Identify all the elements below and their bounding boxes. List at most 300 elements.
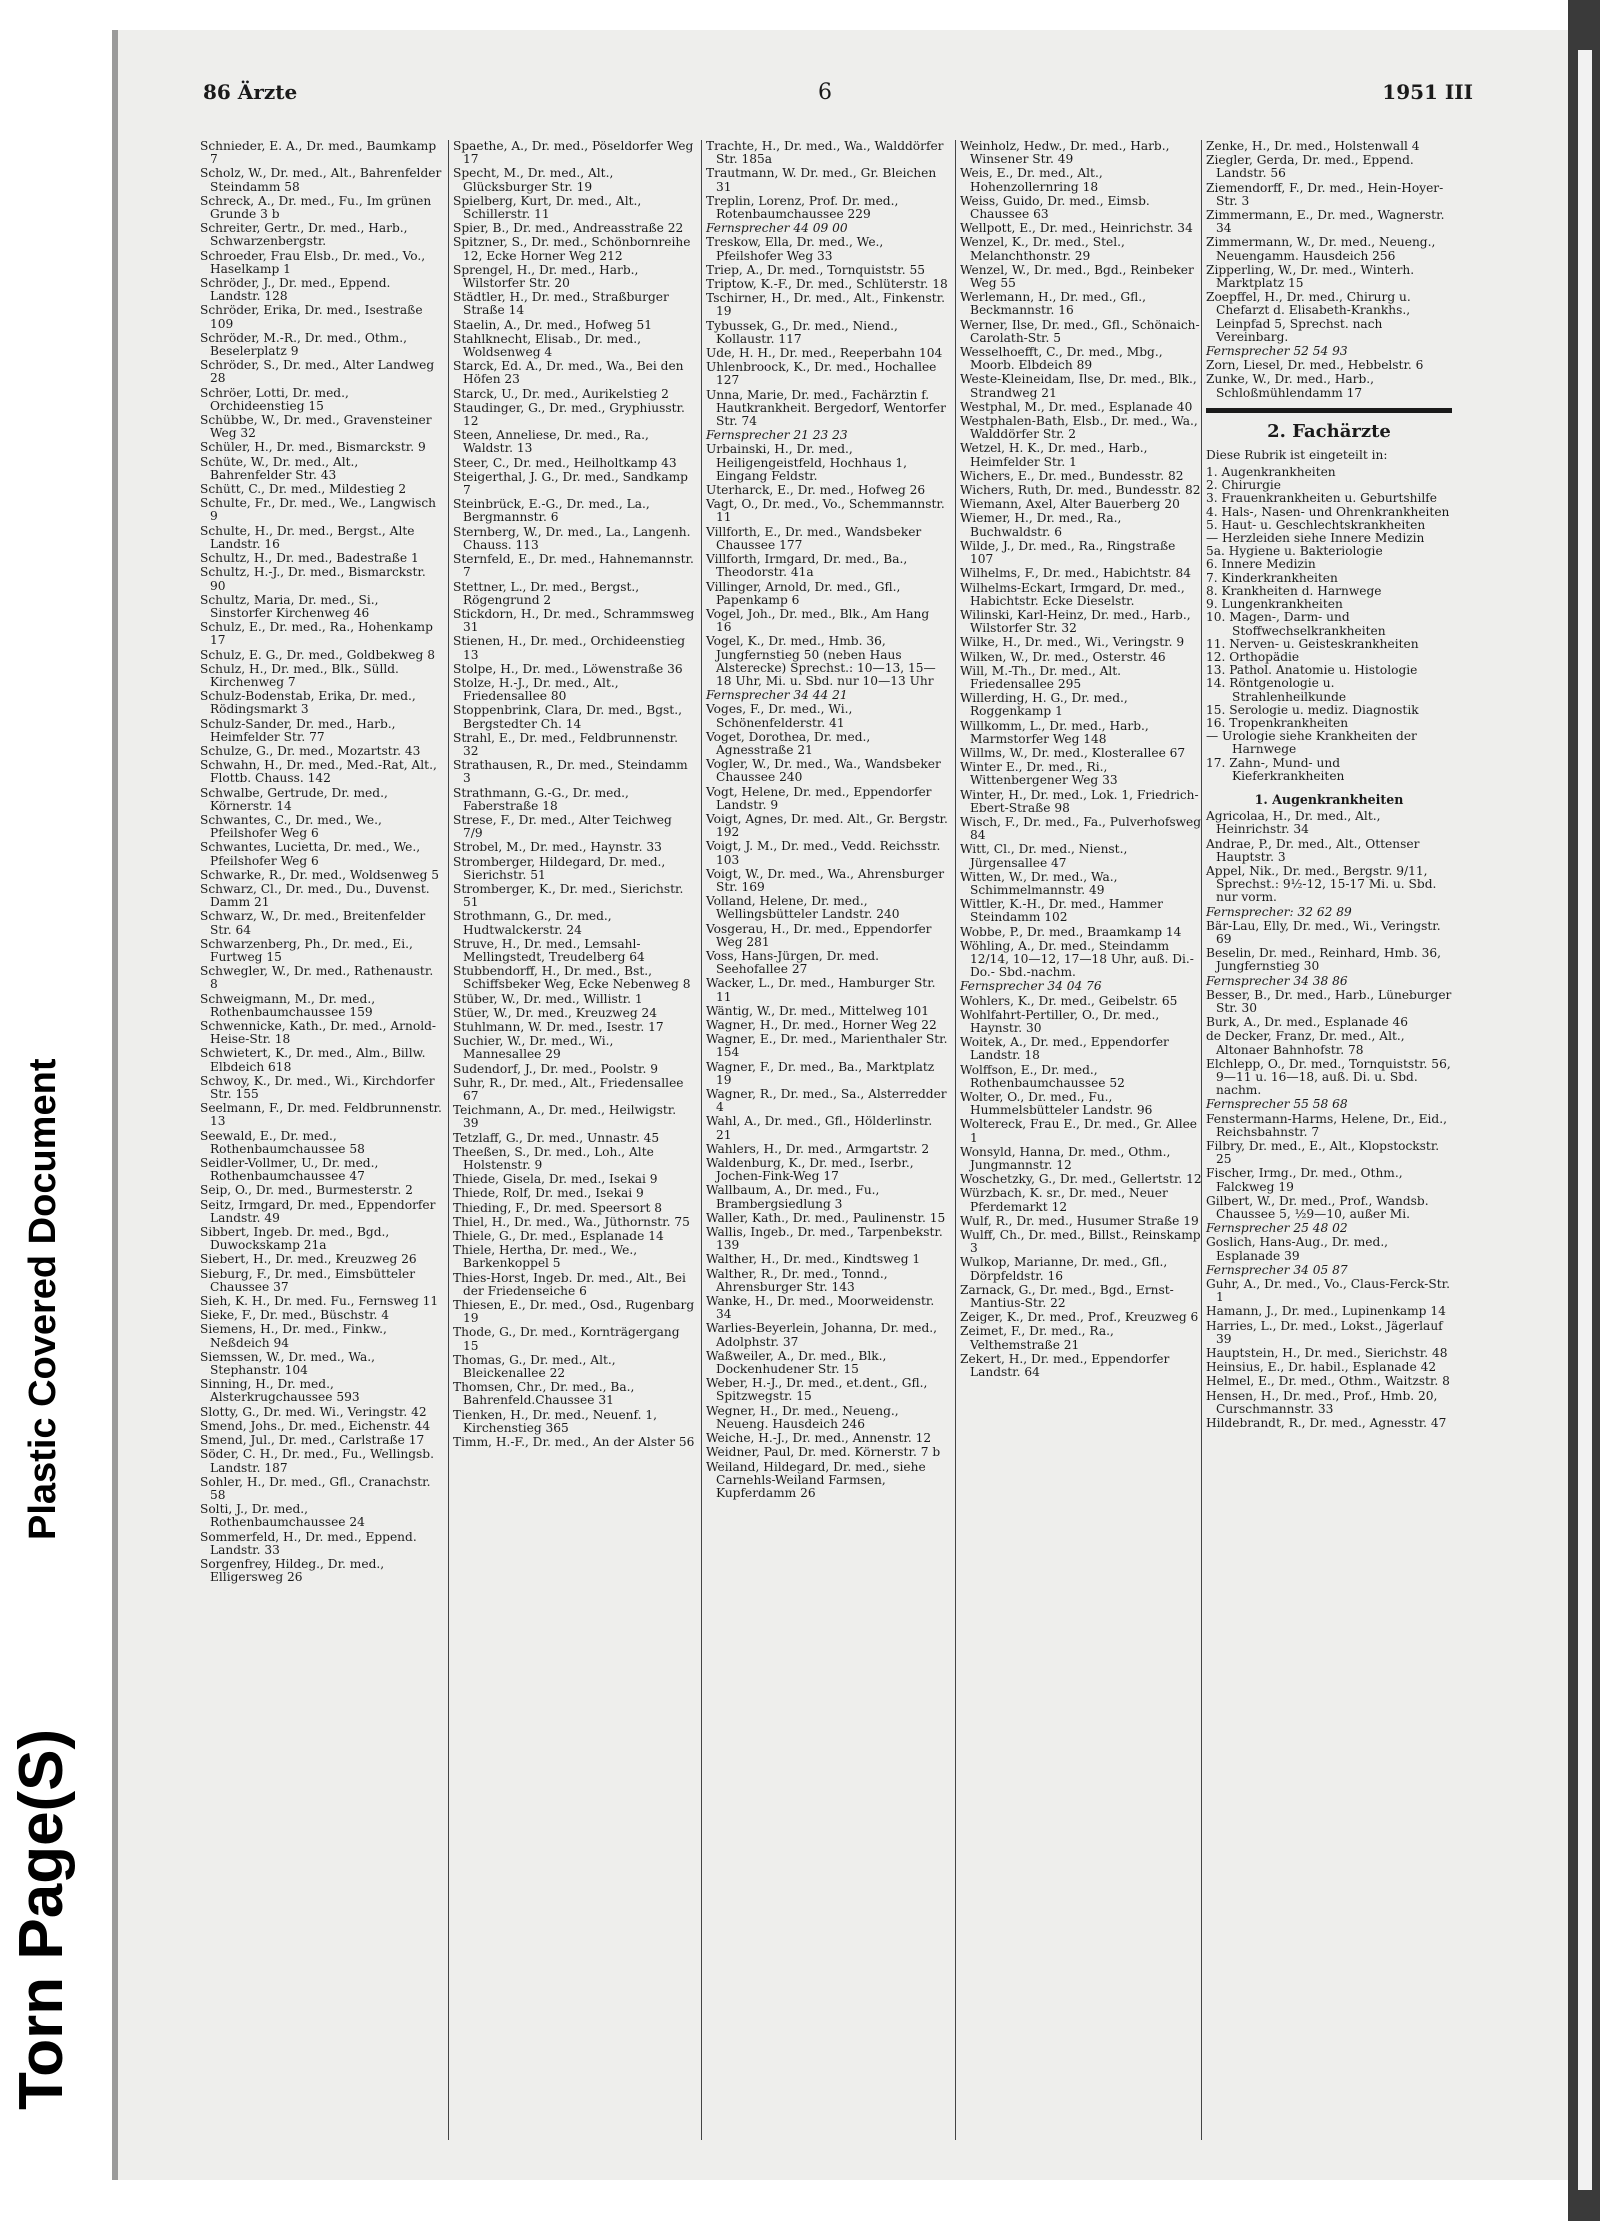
directory-entry: Sinning, H., Dr. med., Alsterkrugchaussee 593 — [200, 1377, 360, 1405]
directory-entry: Zeiger, K., Dr. med., Prof., Kreuzweg 6 — [960, 1310, 1199, 1325]
directory-entry: Schwarzenberg, Ph., Dr. med., Ei., Furtweg 15 — [200, 936, 413, 964]
directory-entry: Hildebrandt, R., Dr. med., Agnesstr. 47 — [1206, 1416, 1447, 1431]
directory-entry: Wallis, Ingeb., Dr. med., Tarpenbekstr. 139 — [706, 1225, 943, 1253]
directory-entry: Scholz, W., Dr. med., Alt., Bahrenfelder Steindamm 58 — [200, 166, 442, 194]
directory-entry: Zoepffel, H., Dr. med., Chirurg u. Chefarzt d. Elisabeth-Krankhs., Leinpfad 5, Sprechst. nach Vereinbarg. — [1206, 290, 1411, 344]
directory-entry: Strobel, M., Dr. med., Haynstr. 33 — [453, 840, 662, 855]
directory-entry: Schulte, H., Dr. med., Bergst., Alte Landstr. 16 — [200, 523, 415, 551]
directory-entry: Wohlers, K., Dr. med., Geibelstr. 65 — [960, 993, 1178, 1008]
directory-entry: Voss, Hans-Jürgen, Dr. med. Seehofallee 27 — [706, 948, 880, 977]
directory-entry: Sorgenfrey, Hildeg., Dr. med., Elligersweg 26 — [200, 1556, 385, 1585]
directory-entry: Wiemann, Axel, Alter Bauerberg 20 — [960, 497, 1180, 512]
directory-entry: Voges, F., Dr. med., Wi., Schönenfelderstr. 41 — [706, 702, 853, 730]
directory-entry: Wiemer, H., Dr. med., Ra., Buchwaldstr. 6 — [960, 511, 1122, 539]
directory-entry: Schwennicke, Kath., Dr. med., Arnold-Heise-Str. 18 — [200, 1019, 437, 1047]
directory-entry: Villinger, Arnold, Dr. med., Gfl., Papenkamp 6 — [706, 579, 901, 607]
directory-entry: Werner, Ilse, Dr. med., Gfl., Schönaich-Carolath-Str. 5 — [960, 317, 1200, 345]
directory-entry: Wagner, H., Dr. med., Horner Weg 22 — [706, 1018, 937, 1032]
specialty-item: 17. Zahn-, Mund- und Kieferkrankheiten — [1206, 755, 1345, 783]
directory-entry: Wahlers, H., Dr. med., Armgartstr. 2 — [706, 1141, 930, 1156]
directory-entry: Agricolaa, H., Dr. med., Alt., Heinrichstr. 34 — [1206, 809, 1381, 837]
directory-entry: Siemens, H., Dr. med., Finkw., Neßdeich 94 — [200, 1322, 387, 1350]
directory-entry: Seelmann, F., Dr. med. Feldbrunnenstr. 13 — [200, 1101, 442, 1129]
torn-page-stamp: Torn Page(S) — [7, 1728, 76, 2110]
specialty-item: 4. Hals-, Nasen- und Ohrenkrankheiten — [1206, 504, 1450, 519]
directory-entry: Zenke, H., Dr. med., Holstenwall 4 — [1206, 139, 1420, 153]
specialty-item: 8. Krankheiten d. Harnwege — [1206, 583, 1382, 598]
directory-entry: Beselin, Dr. med., Reinhard, Hmb. 36, Jungfernstieg 30 — [1206, 946, 1441, 974]
directory-entry: Siemssen, W., Dr. med., Wa., Stephanstr. 104 — [200, 1349, 376, 1378]
directory-entry: Stüber, W., Dr. med., Willistr. 1 — [453, 991, 643, 1006]
year-edition: 1951 III — [1382, 80, 1473, 104]
directory-entry: Schröder, Erika, Dr. med., Isestraße 109 — [200, 303, 423, 331]
directory-entry: Fenstermann-Harms, Helene, Dr., Eid., Reichsbahnstr. 7 — [1206, 1111, 1447, 1139]
directory-entry: Wulkop, Marianne, Dr. med., Gfl., Dörpfeldstr. 16 — [960, 1255, 1168, 1283]
directory-entry: Schulz, E., Dr. med., Ra., Hohenkamp 17 — [200, 620, 433, 648]
directory-entry: Steen, Anneliese, Dr. med., Ra., Waldstr. 13 — [453, 428, 649, 456]
directory-entry: Wobbe, P., Dr. med., Braamkamp 14 — [960, 924, 1182, 939]
directory-entry: Walther, H., Dr. med., Kindtsweg 1 — [706, 1252, 921, 1267]
directory-entry: Schweigmann, M., Dr. med., Rothenbaumchaussee 159 — [200, 991, 376, 1019]
directory-entry: Schröer, Lotti, Dr. med., Orchideenstieg 15 — [200, 385, 349, 413]
directory-entry: Theeßen, S., Dr. med., Loh., Alte Holstenstr. 9 — [453, 1144, 654, 1173]
directory-entry: Hamann, J., Dr. med., Lupinenkamp 14 — [1206, 1304, 1446, 1319]
directory-entry: Wetzel, H. K., Dr. med., Harb., Heimfelder Str. 1 — [960, 441, 1148, 469]
directory-entry: Suchier, W., Dr. med., Wi., Mannesallee 29 — [453, 1034, 614, 1062]
column-divider — [701, 140, 702, 2140]
directory-entry: Weidner, Paul, Dr. med. Körnerstr. 7 b — [706, 1445, 941, 1460]
directory-entry: Schwalbe, Gertrude, Dr. med., Körnerstr. 14 — [200, 785, 388, 813]
phone-line: Fernsprecher: 32 62 89 — [1206, 904, 1352, 919]
directory-entry: Schröder, J., Dr. med., Eppend. Landstr. 128 — [200, 276, 391, 304]
directory-entry: Sieburg, F., Dr. med., Eimsbütteler Chaussee 37 — [200, 1266, 416, 1294]
directory-entry: Siebert, H., Dr. med., Kreuzweg 26 — [200, 1252, 417, 1267]
directory-entry: Wegner, H., Dr. med., Neueng., Neueng. Hausdeich 246 — [706, 1403, 899, 1431]
directory-entry: Tschirner, H., Dr. med., Alt., Finkenstr. 19 — [706, 291, 946, 319]
directory-entry: Witt, Cl., Dr. med., Nienst., Jürgensallee 47 — [960, 842, 1128, 870]
directory-entry: Strese, F., Dr. med., Alter Teichweg 7/9 — [453, 812, 672, 841]
phone-line: Fernsprecher 34 04 76 — [960, 979, 1102, 994]
directory-entry: Stromberger, K., Dr. med., Sierichstr. 51 — [453, 881, 684, 910]
directory-entry: Schulz, H., Dr. med., Blk., Sülld. Kirchenweg 7 — [200, 661, 399, 689]
phone-line: Fernsprecher 34 44 21 — [706, 688, 848, 703]
directory-entry: Weste-Kleineidam, Ilse, Dr. med., Blk., Strandweg 21 — [960, 372, 1197, 400]
directory-entry: Winter E., Dr. med., Ri., Wittenbergener Weg 33 — [960, 760, 1118, 788]
directory-entry: Schwarke, R., Dr. med., Woldsenweg 5 — [200, 867, 440, 882]
directory-entry: Thiel, H., Dr. med., Wa., Jüthornstr. 75 — [453, 1214, 690, 1229]
directory-entry: Zimmermann, W., Dr. med., Neueng., Neuengamm. Hausdeich 256 — [1206, 235, 1436, 263]
directory-entry: Ude, H. H., Dr. med., Reeperbahn 104 — [706, 346, 943, 361]
directory-entry: Strathausen, R., Dr. med., Steindamm 3 — [453, 758, 688, 786]
directory-entry: Guhr, A., Dr. med., Vo., Claus-Ferck-Str. 1 — [1206, 1277, 1450, 1305]
directory-entry: Stahlknecht, Elisab., Dr. med., Woldsenweg 4 — [453, 331, 641, 360]
directory-entry: Vogt, Helene, Dr. med., Eppendorfer Landstr. 9 — [706, 784, 932, 812]
directory-entry: Wilhelms, F., Dr. med., Habichtstr. 84 — [960, 566, 1192, 581]
directory-entry: Thomsen, Chr., Dr. med., Ba., Bahrenfeld.Chaussee 31 — [453, 1380, 635, 1408]
directory-entry: Thode, G., Dr. med., Kornträgergang 15 — [453, 1325, 680, 1353]
directory-entry: Spitzner, S., Dr. med., Schönbornreihe 12, Ecke Horner Weg 212 — [453, 235, 691, 263]
directory-entry: Hensen, H., Dr. med., Prof., Hmb. 20, Curschmannstr. 33 — [1206, 1388, 1438, 1416]
directory-entry: Tienken, H., Dr. med., Neuenf. 1, Kirchenstieg 365 — [453, 1407, 657, 1435]
specialty-item: 5a. Hygiene u. Bakteriologie — [1206, 544, 1383, 559]
directory-entry: Schwietert, K., Dr. med., Alm., Billw. Elbdeich 618 — [200, 1046, 426, 1074]
directory-entry: Vogler, W., Dr. med., Wa., Wandsbeker Chaussee 240 — [706, 757, 941, 785]
directory-entry: Spier, B., Dr. med., Andreasstraße 22 — [453, 221, 684, 236]
directory-entry: Weinholz, Hedw., Dr. med., Harb., Winsener Str. 49 — [960, 139, 1170, 167]
directory-entry: Unna, Marie, Dr. med., Fachärztin f. Hautkrankheit. Bergedorf, Wentorfer Str. 74 — [706, 387, 946, 429]
directory-entry: Treskow, Ella, Dr. med., We., Pfeilshofer Weg 33 — [706, 235, 884, 263]
directory-entry: Stubbendorff, H., Dr. med., Bst., Schiffsbeker Weg, Ecke Nebenweg 8 — [453, 964, 691, 992]
directory-entry: Schulze, G., Dr. med., Mozartstr. 43 — [200, 743, 421, 758]
directory-entry: Wilken, W., Dr. med., Osterstr. 46 — [960, 649, 1166, 664]
specialty-item: — Urologie siehe Krankheiten der Harnwege — [1206, 729, 1417, 757]
directory-entry: Wanke, H., Dr. med., Moorweidenstr. 34 — [706, 1294, 935, 1322]
directory-entry: Urbainski, H., Dr. med., Heiligengeistfeld, Hochhaus 1, Eingang Feldstr. — [706, 442, 907, 483]
directory-entry: Söder, C. H., Dr. med., Fu., Wellingsb. Landstr. 187 — [200, 1447, 434, 1475]
directory-entry: Zekert, H., Dr. med., Eppendorfer Landstr. 64 — [960, 1351, 1170, 1380]
directory-entry: Teichmann, A., Dr. med., Heilwigstr. 39 — [453, 1103, 677, 1131]
directory-entry: Vagt, O., Dr. med., Vo., Schemmannstr. 11 — [706, 497, 945, 525]
directory-entry: Schulz-Bodenstab, Erika, Dr. med., Rödingsmarkt 3 — [200, 689, 416, 717]
directory-entry: Sternberg, W., Dr. med., La., Langenh. Chauss. 113 — [453, 524, 691, 552]
directory-entry: Steinbrück, E.-G., Dr. med., La., Bergmannstr. 6 — [453, 497, 650, 525]
directory-entry: Thomas, G., Dr. med., Alt., Bleickenallee 22 — [453, 1352, 616, 1381]
directory-page — [118, 30, 1578, 2180]
column-3 — [706, 140, 948, 1501]
directory-entry: Uterharck, E., Dr. med., Hofweg 26 — [706, 483, 926, 498]
phone-line: Fernsprecher 25 48 02 — [1206, 1221, 1348, 1236]
directory-entry: Schwantes, C., Dr. med., We., Pfeilshofer Weg 6 — [200, 812, 382, 841]
directory-entry: Smend, Johs., Dr. med., Eichenstr. 44 — [200, 1418, 431, 1433]
directory-entry: Waller, Kath., Dr. med., Paulinenstr. 15 — [706, 1210, 946, 1225]
directory-entry: Zeimet, F., Dr. med., Ra., Velthemstraße 21 — [960, 1324, 1114, 1352]
directory-entry: Fischer, Irmg., Dr. med., Othm., Falckweg 19 — [1206, 1166, 1403, 1194]
specialty-item: 14. Röntgenologie u. Strahlenheilkunde — [1206, 676, 1347, 704]
directory-entry: Villforth, Irmgard, Dr. med., Ba., Theodorstr. 41a — [706, 552, 908, 580]
directory-entry: Willerding, H. G., Dr. med., Roggenkamp 1 — [960, 691, 1128, 719]
directory-entry: Woschetzky, G., Dr. med., Gellertstr. 12 — [960, 1172, 1202, 1187]
directory-entry: Strahl, E., Dr. med., Feldbrunnenstr. 32 — [453, 730, 679, 758]
directory-entry: Thiede, Rolf, Dr. med., Isekai 9 — [453, 1186, 644, 1201]
directory-entry: Staudinger, G., Dr. med., Gryphiusstr. 12 — [453, 400, 685, 429]
directory-entry: Woltereck, Frau E., Dr. med., Gr. Allee 1 — [960, 1117, 1198, 1145]
directory-entry: Würzbach, K. sr., Dr. med., Neuer Pferdemarkt 12 — [960, 1186, 1168, 1214]
directory-entry: Werlemann, H., Dr. med., Gfl., Beckmannstr. 16 — [960, 290, 1147, 318]
directory-entry: Slotty, G., Dr. med. Wi., Veringstr. 42 — [200, 1404, 427, 1419]
directory-entry: Schwarz, W., Dr. med., Breitenfelder Str. 64 — [200, 909, 426, 937]
directory-entry: Winter, H., Dr. med., Lok. 1, Friedrich-Ebert-Straße 98 — [960, 787, 1199, 815]
directory-entry: Willkomm, L., Dr. med., Harb., Marmstorfer Weg 148 — [960, 718, 1149, 746]
directory-entry: Waßweiler, A., Dr. med., Blk., Dockenhudener Str. 15 — [706, 1348, 887, 1377]
directory-entry: Elchlepp, O., Dr. med., Tornquiststr. 56, 9—11 u. 16—18, auß. Di. u. Sbd. nachm. — [1206, 1056, 1451, 1098]
directory-entry: Starck, U., Dr. med., Aurikelstieg 2 — [453, 386, 669, 401]
directory-entry: Stromberger, Hildegard, Dr. med., Sierichstr. 51 — [453, 854, 666, 882]
directory-entry: Vogel, K., Dr. med., Hmb. 36, Jungfernstieg 50 (neben Haus Alsterecke) Sprechst.: 10—13, 15—18 Uhr, Mi. u. Sbd. nur 10—13 Uhr — [706, 634, 936, 688]
directory-entry: Wolffson, E., Dr. med., Rothenbaumchaussee 52 — [960, 1062, 1125, 1090]
directory-entry: Wohlfahrt-Pertiller, O., Dr. med., Haynstr. 30 — [960, 1007, 1160, 1035]
directory-entry: Schwoy, K., Dr. med., Wi., Kirchdorfer Str. 155 — [200, 1073, 435, 1102]
directory-entry: Zunke, W., Dr. med., Harb., Schloßmühlendamm 17 — [1206, 372, 1374, 400]
directory-entry: Wöhling, A., Dr. med., Steindamm 12/14, 10—12, 17—18 Uhr, auß. Di.- Do.- Sbd.-nachm. — [960, 938, 1194, 980]
directory-entry: Schroeder, Frau Elsb., Dr. med., Vo., Haselkamp 1 — [200, 248, 426, 276]
directory-entry: Weis, E., Dr. med., Alt., Hohenzollernring 18 — [960, 166, 1103, 194]
directory-entry: Sieke, F., Dr. med., Büschstr. 4 — [200, 1308, 390, 1323]
directory-entry: Tybussek, G., Dr. med., Niend., Kollaustr. 117 — [706, 318, 898, 346]
directory-entry: Thiele, Hertha, Dr. med., We., Barkenkoppel 5 — [453, 1243, 638, 1271]
directory-entry: Wulf, R., Dr. med., Husumer Straße 19 — [960, 1213, 1199, 1228]
directory-entry: Thies-Horst, Ingeb. Dr. med., Alt., Bei der Friedenseiche 6 — [453, 1270, 686, 1298]
specialty-item: 2. Chirurgie — [1206, 478, 1281, 493]
directory-entry: Will, M.-Th., Dr. med., Alt. Friedensallee 295 — [960, 663, 1122, 691]
directory-entry: Sommerfeld, H., Dr. med., Eppend. Landstr. 33 — [200, 1529, 417, 1557]
section-title: 2. Fachärzte — [1267, 420, 1391, 442]
directory-entry: Strathmann, G.-G., Dr. med., Faberstraße 18 — [453, 785, 629, 813]
directory-entry: Stienen, H., Dr. med., Orchideenstieg 13 — [453, 634, 685, 662]
directory-entry: Heinsius, E., Dr. habil., Esplanade 42 — [1206, 1360, 1437, 1375]
directory-entry: Zimmermann, E., Dr. med., Wagnerstr. 34 — [1206, 208, 1445, 236]
directory-entry: Schulz-Sander, Dr. med., Harb., Heimfelder Str. 77 — [200, 716, 396, 744]
specialty-item: 3. Frauenkrankheiten u. Geburtshilfe — [1206, 491, 1438, 506]
directory-entry: Volland, Helene, Dr. med., Wellingsbütteler Landstr. 240 — [706, 894, 900, 922]
directory-entry: Wilinski, Karl-Heinz, Dr. med., Harb., Wilstorfer Str. 32 — [960, 607, 1191, 636]
column-4 — [960, 140, 1202, 1380]
directory-entry: Thiede, Gisela, Dr. med., Isekai 9 — [453, 1172, 658, 1187]
specialty-item: — Herzleiden siehe Innere Medizin — [1206, 531, 1425, 546]
column-5-entries-bottom — [1206, 810, 1452, 1430]
directory-entry: Wäntig, W., Dr. med., Mittelweg 101 — [706, 1003, 930, 1018]
directory-entry: Appel, Nik., Dr. med., Bergstr. 9/11, Sprechst.: 9½-12, 15-17 Mi. u. Sbd. nur vorm. — [1206, 863, 1437, 905]
column-divider — [955, 140, 956, 2140]
directory-entry: Schübbe, W., Dr. med., Gravensteiner Weg 32 — [200, 413, 432, 441]
directory-entry: Wonsyld, Hanna, Dr. med., Othm., Jungmannstr. 12 — [960, 1144, 1171, 1173]
directory-entry: Walther, R., Dr. med., Tonnd., Ahrensburger Str. 143 — [706, 1266, 888, 1294]
directory-entry: Tetzlaff, G., Dr. med., Unnastr. 45 — [453, 1130, 660, 1145]
directory-entry: Schulte, Fr., Dr. med., We., Langwisch 9 — [200, 496, 437, 524]
directory-entry: Witten, W., Dr. med., Wa., Schimmelmannstr. 49 — [960, 869, 1118, 897]
directory-entry: Städtler, H., Dr. med., Straßburger Straße 14 — [453, 290, 669, 318]
directory-entry: Schütt, C., Dr. med., Mildestieg 2 — [200, 482, 407, 497]
directory-entry: Wilde, J., Dr. med., Ra., Ringstraße 107 — [960, 538, 1176, 567]
specialty-item: 5. Haut- u. Geschlechtskrankheiten — [1206, 517, 1426, 532]
directory-entry: Zorn, Liesel, Dr. med., Hebbelstr. 6 — [1206, 358, 1424, 373]
directory-entry: Wichers, Ruth, Dr. med., Bundesstr. 82 — [960, 483, 1201, 498]
directory-entry: Wilke, H., Dr. med., Wi., Veringstr. 9 — [960, 635, 1185, 650]
directory-entry: Wellpott, E., Dr. med., Heinrichstr. 34 — [960, 221, 1193, 236]
column-2 — [453, 140, 695, 1450]
directory-entry: Weber, H.-J., Dr. med., et.dent., Gfl., Spitzwegstr. 15 — [706, 1376, 928, 1404]
directory-entry: Uhlenbroock, K., Dr. med., Hochallee 127 — [706, 360, 937, 388]
directory-entry: Waldenburg, K., Dr. med., Iserbr., Jochen-Fink-Weg 17 — [706, 1156, 914, 1184]
directory-entry: Vogel, Joh., Dr. med., Blk., Am Hang 16 — [706, 606, 930, 635]
directory-entry: Schnieder, E. A., Dr. med., Baumkamp 7 — [200, 139, 437, 167]
directory-entry: Zarnack, G., Dr. med., Bgd., Ernst-Mantius-Str. 22 — [960, 1282, 1174, 1311]
directory-entry: Starck, Ed. A., Dr. med., Wa., Bei den Höfen 23 — [453, 359, 684, 387]
directory-entry: Wulff, Ch., Dr. med., Billst., Reinskamp 3 — [960, 1228, 1201, 1256]
directory-entry: Stickdorn, H., Dr. med., Schrammsweg 31 — [453, 606, 695, 635]
directory-entry: Struve, H., Dr. med., Lemsahl-Mellingstedt, Treudelberg 64 — [453, 936, 645, 964]
directory-entry: Specht, M., Dr. med., Alt., Glücksburger Str. 19 — [453, 166, 614, 194]
phone-line: Fernsprecher 44 09 00 — [706, 221, 848, 236]
section-intro: Diese Rubrik ist eingeteilt in: — [1206, 447, 1388, 462]
phone-line: Fernsprecher 21 23 23 — [706, 428, 848, 443]
specialty-item: 7. Kinderkrankheiten — [1206, 570, 1338, 585]
directory-entry: Wisch, F., Dr. med., Fa., Pulverhofsweg 84 — [960, 814, 1202, 843]
specialty-item: 10. Magen-, Darm- und Stoffwechselkrankheiten — [1206, 610, 1386, 638]
directory-entry: Spaethe, A., Dr. med., Pöseldorfer Weg 17 — [453, 139, 694, 167]
directory-entry: Filbry, Dr. med., E., Alt., Klopstockstr. 25 — [1206, 1139, 1440, 1167]
plastic-covered-stamp: Plastic Covered Document — [22, 1058, 64, 1540]
directory-entry: Thieding, F., Dr. med. Speersort 8 — [453, 1200, 663, 1215]
directory-entry: Steigerthal, J. G., Dr. med., Sandkamp 7 — [453, 469, 688, 498]
directory-entry: Woitek, A., Dr. med., Eppendorfer Landstr. 18 — [960, 1035, 1169, 1063]
directory-entry: Stoppenbrink, Clara, Dr. med., Bgst., Bergstedter Ch. 14 — [453, 703, 682, 731]
directory-entry: Wagner, F., Dr. med., Ba., Marktplatz 19 — [706, 1059, 935, 1087]
directory-entry: Seidler-Vollmer, U., Dr. med., Rothenbaumchaussee 47 — [200, 1156, 379, 1184]
directory-entry: Seitz, Irmgard, Dr. med., Eppendorfer Landstr. 49 — [200, 1197, 436, 1225]
directory-entry: Wesselhoefft, C., Dr. med., Mbg., Moorb. Elbdeich 89 — [960, 345, 1163, 373]
directory-entry: Villforth, E., Dr. med., Wandsbeker Chaussee 177 — [706, 524, 922, 552]
directory-entry: Schreck, A., Dr. med., Fu., Im grünen Grunde 3 b — [200, 193, 432, 222]
page-marker: 6 — [818, 80, 832, 105]
page-edge-paper — [1578, 50, 1592, 2190]
directory-entry: de Decker, Franz, Dr. med., Alt., Altonaer Bahnhofstr. 78 — [1206, 1029, 1405, 1057]
directory-entry: Goslich, Hans-Aug., Dr. med., Esplanade 39 — [1206, 1235, 1389, 1263]
directory-entry: Seip, O., Dr. med., Burmesterstr. 2 — [200, 1183, 413, 1198]
directory-entry: Schüte, W., Dr. med., Alt., Bahrenfelder Str. 43 — [200, 454, 359, 482]
directory-entry: Stolpe, H., Dr. med., Löwenstraße 36 — [453, 661, 683, 676]
directory-entry: Strothmann, G., Dr. med., Hudtwalckerstr. 24 — [453, 909, 612, 937]
directory-entry: Harries, L., Dr. med., Lokst., Jägerlauf 39 — [1206, 1318, 1443, 1346]
directory-entry: Voget, Dorothea, Dr. med., Agnesstraße 21 — [706, 729, 871, 757]
directory-entry: Sternfeld, E., Dr. med., Hahnemannstr. 7 — [453, 552, 694, 580]
phone-line: Fernsprecher 34 38 86 — [1206, 973, 1348, 988]
directory-entry: Schwarz, Cl., Dr. med., Du., Duvenst. Damm 21 — [200, 881, 430, 910]
column-divider — [448, 140, 449, 2140]
stamp-strip — [0, 0, 92, 2221]
specialty-item: 16. Tropenkrankheiten — [1206, 715, 1349, 730]
column-5 — [1206, 140, 1452, 1431]
directory-entry: Voigt, W., Dr. med., Wa., Ahrensburger Str. 169 — [706, 866, 945, 894]
directory-entry: Schultz, H., Dr. med., Badestraße 1 — [200, 551, 419, 566]
directory-entry: Weiss, Guido, Dr. med., Eimsb. Chaussee 63 — [960, 193, 1150, 222]
directory-entry: Besser, B., Dr. med., Harb., Lüneburger Str. 30 — [1206, 987, 1452, 1015]
directory-entry: Schultz, H.-J., Dr. med., Bismarckstr. 90 — [200, 565, 426, 593]
phone-line: Fernsprecher 52 54 93 — [1206, 344, 1348, 359]
directory-entry: Ziemendorff, F., Dr. med., Hein-Hoyer-Str. 3 — [1206, 180, 1444, 208]
directory-entry: Stettner, L., Dr. med., Bergst., Rögengrund 2 — [453, 579, 640, 607]
directory-entry: Weiland, Hildegard, Dr. med., siehe Carnehls-Weiland Farmsen, Kupferdamm 26 — [706, 1459, 926, 1500]
directory-entry: Wilhelms-Eckart, Irmgard, Dr. med., Habichtstr. Ecke Dieselstr. — [960, 580, 1185, 608]
specialty-item: 6. Innere Medizin — [1206, 557, 1316, 572]
directory-entry: Steer, C., Dr. med., Heilholtkamp 43 — [453, 455, 677, 470]
directory-entry: Wittler, K.-H., Dr. med., Hammer Steindamm 102 — [960, 897, 1163, 925]
directory-entry: Sudendorf, J., Dr. med., Poolstr. 9 — [453, 1061, 659, 1076]
directory-entry: Sibbert, Ingeb. Dr. med., Bgd., Duwockskamp 21a — [200, 1225, 390, 1253]
column-1 — [200, 140, 442, 1585]
directory-entry: Vosgerau, H., Dr. med., Eppendorfer Weg 281 — [706, 921, 932, 949]
page-number-section: 86 Ärzte — [203, 80, 298, 104]
directory-entry: Warlies-Beyerlein, Johanna, Dr. med., Adolphstr. 37 — [706, 1321, 938, 1349]
directory-entry: Triptow, K.-F., Dr. med., Schlüterstr. 18 — [706, 277, 948, 292]
subsection-heading: 1. Augenkrankheiten — [1254, 791, 1404, 807]
specialty-item: 15. Serologie u. mediz. Diagnostik — [1206, 702, 1419, 717]
directory-entry: Stolze, H.-J., Dr. med., Alt., Friedensallee 80 — [453, 675, 619, 704]
directory-entry: Willms, W., Dr. med., Klosterallee 67 — [960, 745, 1186, 760]
directory-entry: Zipperling, W., Dr. med., Winterh. Marktplatz 15 — [1206, 262, 1415, 291]
specialty-item: 13. Pathol. Anatomie u. Histologie — [1206, 663, 1418, 678]
directory-entry: Sprengel, H., Dr. med., Harb., Wilstorfer Str. 20 — [453, 262, 639, 291]
directory-entry: Triep, A., Dr. med., Tornquiststr. 55 — [706, 262, 926, 277]
phone-line: Fernsprecher 55 58 68 — [1206, 1097, 1348, 1112]
directory-entry: Burk, A., Dr. med., Esplanade 46 — [1206, 1015, 1409, 1030]
phone-line: Fernsprecher 34 05 87 — [1206, 1262, 1348, 1277]
specialty-item: 11. Nerven- u. Geisteskrankheiten — [1206, 636, 1419, 651]
directory-entry: Trautmann, W. Dr. med., Gr. Bleichen 31 — [706, 166, 937, 194]
directory-entry: Schwegler, W., Dr. med., Rathenaustr. 8 — [200, 964, 434, 992]
directory-entry: Thiele, G., Dr. med., Esplanade 14 — [453, 1229, 664, 1244]
directory-entry: Sieh, K. H., Dr. med. Fu., Fernsweg 11 — [200, 1294, 439, 1309]
specialty-item: 12. Orthopädie — [1206, 649, 1300, 664]
directory-entry: Wenzel, W., Dr. med., Bgd., Reinbeker Weg 55 — [960, 262, 1194, 291]
section-divider — [1206, 408, 1452, 413]
directory-entry: Wichers, E., Dr. med., Bundesstr. 82 — [960, 468, 1184, 483]
directory-entry: Hauptstein, H., Dr. med., Sierichstr. 48 — [1206, 1346, 1448, 1361]
directory-entry: Thiesen, E., Dr. med., Osd., Rugenbarg 19 — [453, 1298, 695, 1326]
directory-entry: Gilbert, W., Dr. med., Prof., Wandsb. Chaussee 5, ½9—10, außer Mi. — [1206, 1193, 1429, 1222]
directory-entry: Voigt, Agnes, Dr. med. Alt., Gr. Bergstr. 192 — [706, 811, 948, 840]
directory-entry: Timm, H.-F., Dr. med., An der Alster 56 — [453, 1435, 695, 1450]
directory-entry: Schultz, Maria, Dr. med., Si., Sinstorfer Kirchenweg 46 — [200, 592, 379, 620]
directory-entry: Schwantes, Lucietta, Dr. med., We., Pfeilshofer Weg 6 — [200, 840, 421, 868]
directory-entry: Helmel, E., Dr. med., Othm., Waitzstr. 8 — [1206, 1374, 1450, 1389]
directory-entry: Schwahn, H., Dr. med., Med.-Rat, Alt., Flottb. Chauss. 142 — [200, 758, 437, 786]
specialty-item: 1. Augenkrankheiten — [1206, 465, 1336, 480]
directory-entry: Seewald, E., Dr. med., Rothenbaumchaussee 58 — [200, 1128, 365, 1156]
directory-entry: Ziegler, Gerda, Dr. med., Eppend. Landstr. 56 — [1206, 153, 1414, 181]
directory-entry: Trachte, H., Dr. med., Wa., Walddörfer Str. 185a — [706, 139, 944, 167]
directory-entry: Voigt, J. M., Dr. med., Vedd. Reichsstr. 103 — [706, 839, 941, 867]
directory-entry: Schreiter, Gertr., Dr. med., Harb., Schwarzenbergstr. — [200, 221, 408, 249]
directory-entry: Suhr, R., Dr. med., Alt., Friedensallee 67 — [453, 1075, 684, 1104]
directory-entry: Schüler, H., Dr. med., Bismarckstr. 9 — [200, 440, 426, 455]
directory-entry: Sohler, H., Dr. med., Gfl., Cranachstr. 58 — [200, 1474, 431, 1502]
directory-entry: Schröder, S., Dr. med., Alter Landweg 28 — [200, 358, 435, 386]
directory-entry: Staelin, A., Dr. med., Hofweg 51 — [453, 317, 653, 332]
directory-entry: Wagner, E., Dr. med., Marienthaler Str. 154 — [706, 1032, 948, 1060]
directory-entry: Stüer, W., Dr. med., Kreuzweg 24 — [453, 1005, 657, 1020]
directory-entry: Weiche, H.-J., Dr. med., Annenstr. 12 — [706, 1431, 932, 1446]
directory-entry: Wolter, O., Dr. med., Fu., Hummelsbütteler Landstr. 96 — [960, 1090, 1153, 1118]
directory-entry: Wahl, A., Dr. med., Gfl., Hölderlinstr. 21 — [706, 1114, 933, 1142]
directory-entry: Treplin, Lorenz, Prof. Dr. med., Rotenbaumchaussee 229 — [706, 193, 899, 222]
directory-entry: Schröder, M.-R., Dr. med., Othm., Beselerplatz 9 — [200, 330, 407, 359]
directory-entry: Spielberg, Kurt, Dr. med., Alt., Schillerstr. 11 — [453, 193, 642, 222]
page-header — [203, 80, 1473, 120]
directory-entry: Smend, Jul., Dr. med., Carlstraße 17 — [200, 1433, 425, 1448]
specialty-list — [1206, 466, 1452, 783]
directory-entry: Stuhlmann, W. Dr. med., Isestr. 17 — [453, 1020, 664, 1034]
directory-entry: Westphal, M., Dr. med., Esplanade 40 — [960, 399, 1193, 414]
directory-entry: Westphalen-Bath, Elsb., Dr. med., Wa., Walddörfer Str. 2 — [960, 414, 1198, 442]
directory-entry: Solti, J., Dr. med., Rothenbaumchaussee 24 — [200, 1502, 365, 1530]
directory-entry: Wenzel, K., Dr. med., Stel., Melanchthonstr. 29 — [960, 235, 1125, 263]
directory-entry: Wagner, R., Dr. med., Sa., Alsterredder 4 — [706, 1087, 947, 1115]
specialty-item: 9. Lungenkrankheiten — [1206, 597, 1343, 612]
directory-entry: Wallbaum, A., Dr. med., Fu., Brambergsiedlung 3 — [706, 1183, 880, 1211]
directory-entry: Andrae, P., Dr. med., Alt., Ottenser Hauptstr. 3 — [1206, 836, 1420, 864]
directory-entry: Schulz, E. G., Dr. med., Goldbekweg 8 — [200, 647, 435, 662]
directory-entry: Wacker, L., Dr. med., Hamburger Str. 11 — [706, 976, 936, 1004]
